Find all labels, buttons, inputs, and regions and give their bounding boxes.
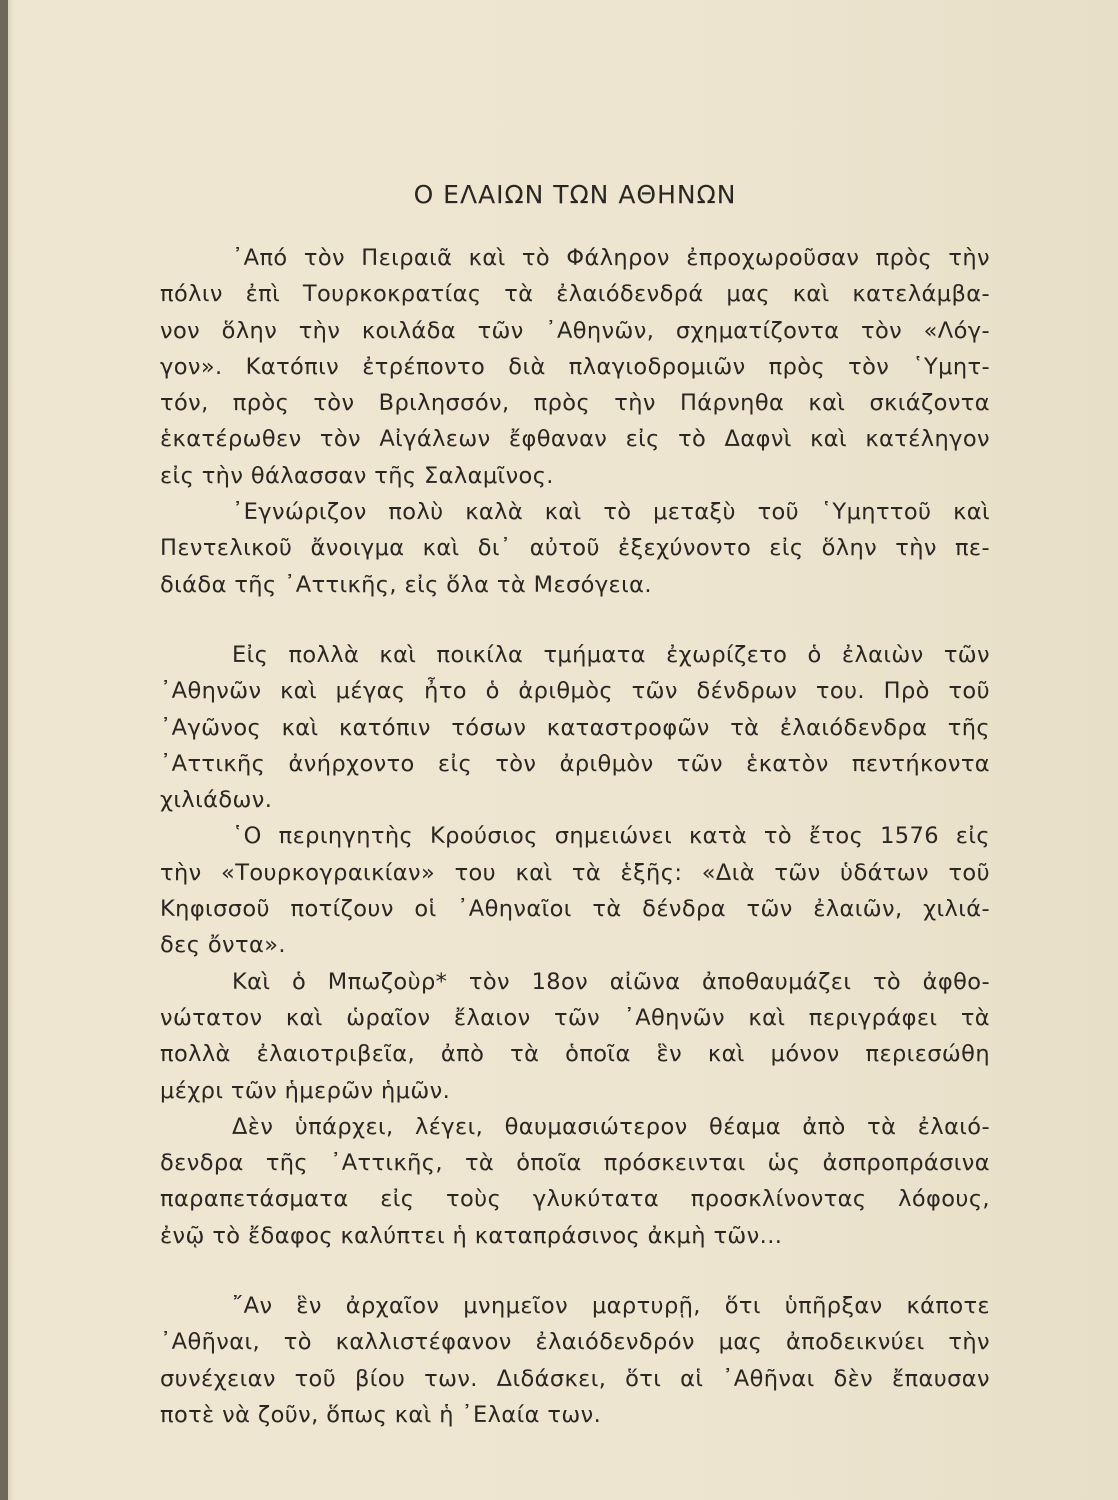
text-line: νώτατον καὶ ὡραῖον ἔλαιον τῶν ᾿Αθηνῶν καὶ περιγράφει τὰ: [160, 1004, 990, 1031]
text-line: Πεντελικοῦ ἄνοιγμα καὶ δι᾿ αὐτοῦ ἐξεχύνοντο εἰς ὅλην τὴν πε-: [160, 535, 990, 562]
article-body: [160, 240, 990, 1433]
text-line: Κηφισσοῦ ποτίζουν οἱ ᾿Αθηναῖοι τὰ δένδρα τῶν ἐλαιῶν, χιλιά-: [160, 896, 990, 923]
text-line: ἑκατέρωθεν τὸν Αἰγάλεων ἔφθαναν εἰς τὸ Δαφνὶ καὶ κατέληγον: [160, 426, 990, 453]
text-line: Καὶ ὁ Μπωζοὺρ* τὸν 18ον αἰῶνα ἀποθαυμάζει τὸ ἀφθο-: [232, 968, 990, 995]
text-line: ᾿Αττικῆς ἀνήρχοντο εἰς τὸν ἀριθμὸν τῶν ἑκατὸν πεντήκοντα: [160, 750, 990, 777]
text-line: δες ὄντα».: [160, 932, 286, 959]
text-line: συνέχειαν τοῦ βίου των. Διδάσκει, ὅτι αἱ ᾿Αθῆναι δὲν ἔπαυσαν: [160, 1365, 990, 1392]
text-line: ᾿Αθῆναι, τὸ καλλιστέφανον ἐλαιόδενδρόν μας ἀποδεικνύει τὴν: [160, 1329, 990, 1356]
text-line: νον ὅλην τὴν κοιλάδα τῶν ᾿Αθηνῶν, σχηματίζοντα τὸν «Λόγ-: [160, 317, 990, 344]
text-line: εἰς τὴν θάλασσαν τῆς Σαλαμῖνος.: [160, 462, 554, 489]
text-line: ᾿Αγῶνος καὶ κατόπιν τόσων καταστροφῶν τὰ ἐλαιόδενδρα τῆς: [160, 714, 990, 741]
text-line: ᾿Εγνώριζον πολὺ καλὰ καὶ τὸ μεταξὺ τοῦ ῾Υμηττοῦ καὶ: [232, 499, 990, 526]
page-title: Ο ΕΛΑΙΩΝ ΤΩΝ ΑΘΗΝΩΝ: [413, 180, 737, 209]
text-line: Εἰς πολλὰ καὶ ποικίλα τμήματα ἐχωρίζετο ὁ ἐλαιὼν τῶν: [232, 641, 990, 668]
text-line: ᾿Αθηνῶν καὶ μέγας ἦτο ὁ ἀριθμὸς τῶν δένδρων του. Πρὸ τοῦ: [160, 678, 990, 705]
text-line: ποτὲ νὰ ζοῦν, ὅπως καὶ ἡ ᾿Ελαία των.: [160, 1401, 602, 1428]
text-line: δενδρα τῆς ᾿Αττικῆς, τὰ ὁποῖα πρόσκεινται ὡς ἀσπροπράσινα: [160, 1150, 990, 1177]
section-gap: [160, 1254, 990, 1288]
text-line: τὴν «Τουρκογραικίαν» του καὶ τὰ ἑξῆς: «Διὰ τῶν ὑδάτων τοῦ: [160, 859, 990, 886]
section-gap: [160, 603, 990, 637]
text-line: τόν, πρὸς τὸν Βριλησσόν, πρὸς τὴν Πάρνηθα καὶ σκιάζοντα: [160, 390, 990, 417]
text-line: παραπετάσματα εἰς τοὺς γλυκύτατα προσκλίνοντας λόφους,: [160, 1186, 990, 1213]
text-line: ῎Αν ἓν ἀρχαῖον μνημεῖον μαρτυρῇ, ὅτι ὑπῆρξαν κάποτε: [232, 1293, 990, 1320]
text-line: γον». Κατόπιν ἐτρέποντο διὰ πλαγιοδρομιῶν πρὸς τὸν ῾Υμητ-: [160, 353, 990, 380]
binding-edge: [0, 0, 8, 1500]
text-line: ῾Ο περιηγητὴς Κρούσιος σημειώνει κατὰ τὸ ἔτος 1576 εἰς: [232, 823, 990, 850]
text-line: μέχρι τῶν ἡμερῶν ἡμῶν.: [160, 1077, 451, 1104]
text-line: ἐνῷ τὸ ἔδαφος καλύπτει ἡ καταπράσινος ἀκμὴ τῶν...: [160, 1222, 783, 1249]
text-line: χιλιάδων.: [160, 787, 273, 814]
text-line: Δὲν ὑπάρχει, λέγει, θαυμασιώτερον θέαμα ἀπὸ τὰ ἐλαιό-: [232, 1113, 990, 1140]
text-line: ᾿Από τὸν Πειραιᾶ καὶ τὸ Φάληρον ἐπροχωροῦσαν πρὸς τὴν: [232, 245, 990, 271]
text-line: πόλιν ἐπὶ Τουρκοκρατίας τὰ ἐλαιόδενδρά μας καὶ κατελάμβα-: [160, 281, 990, 308]
text-line: διάδα τῆς ᾿Αττικῆς, εἰς ὅλα τὰ Μεσόγεια.: [160, 571, 652, 598]
text-line: πολλὰ ἐλαιοτριβεῖα, ἀπὸ τὰ ὁποῖα ἓν καὶ μόνον περιεσώθη: [160, 1041, 990, 1068]
